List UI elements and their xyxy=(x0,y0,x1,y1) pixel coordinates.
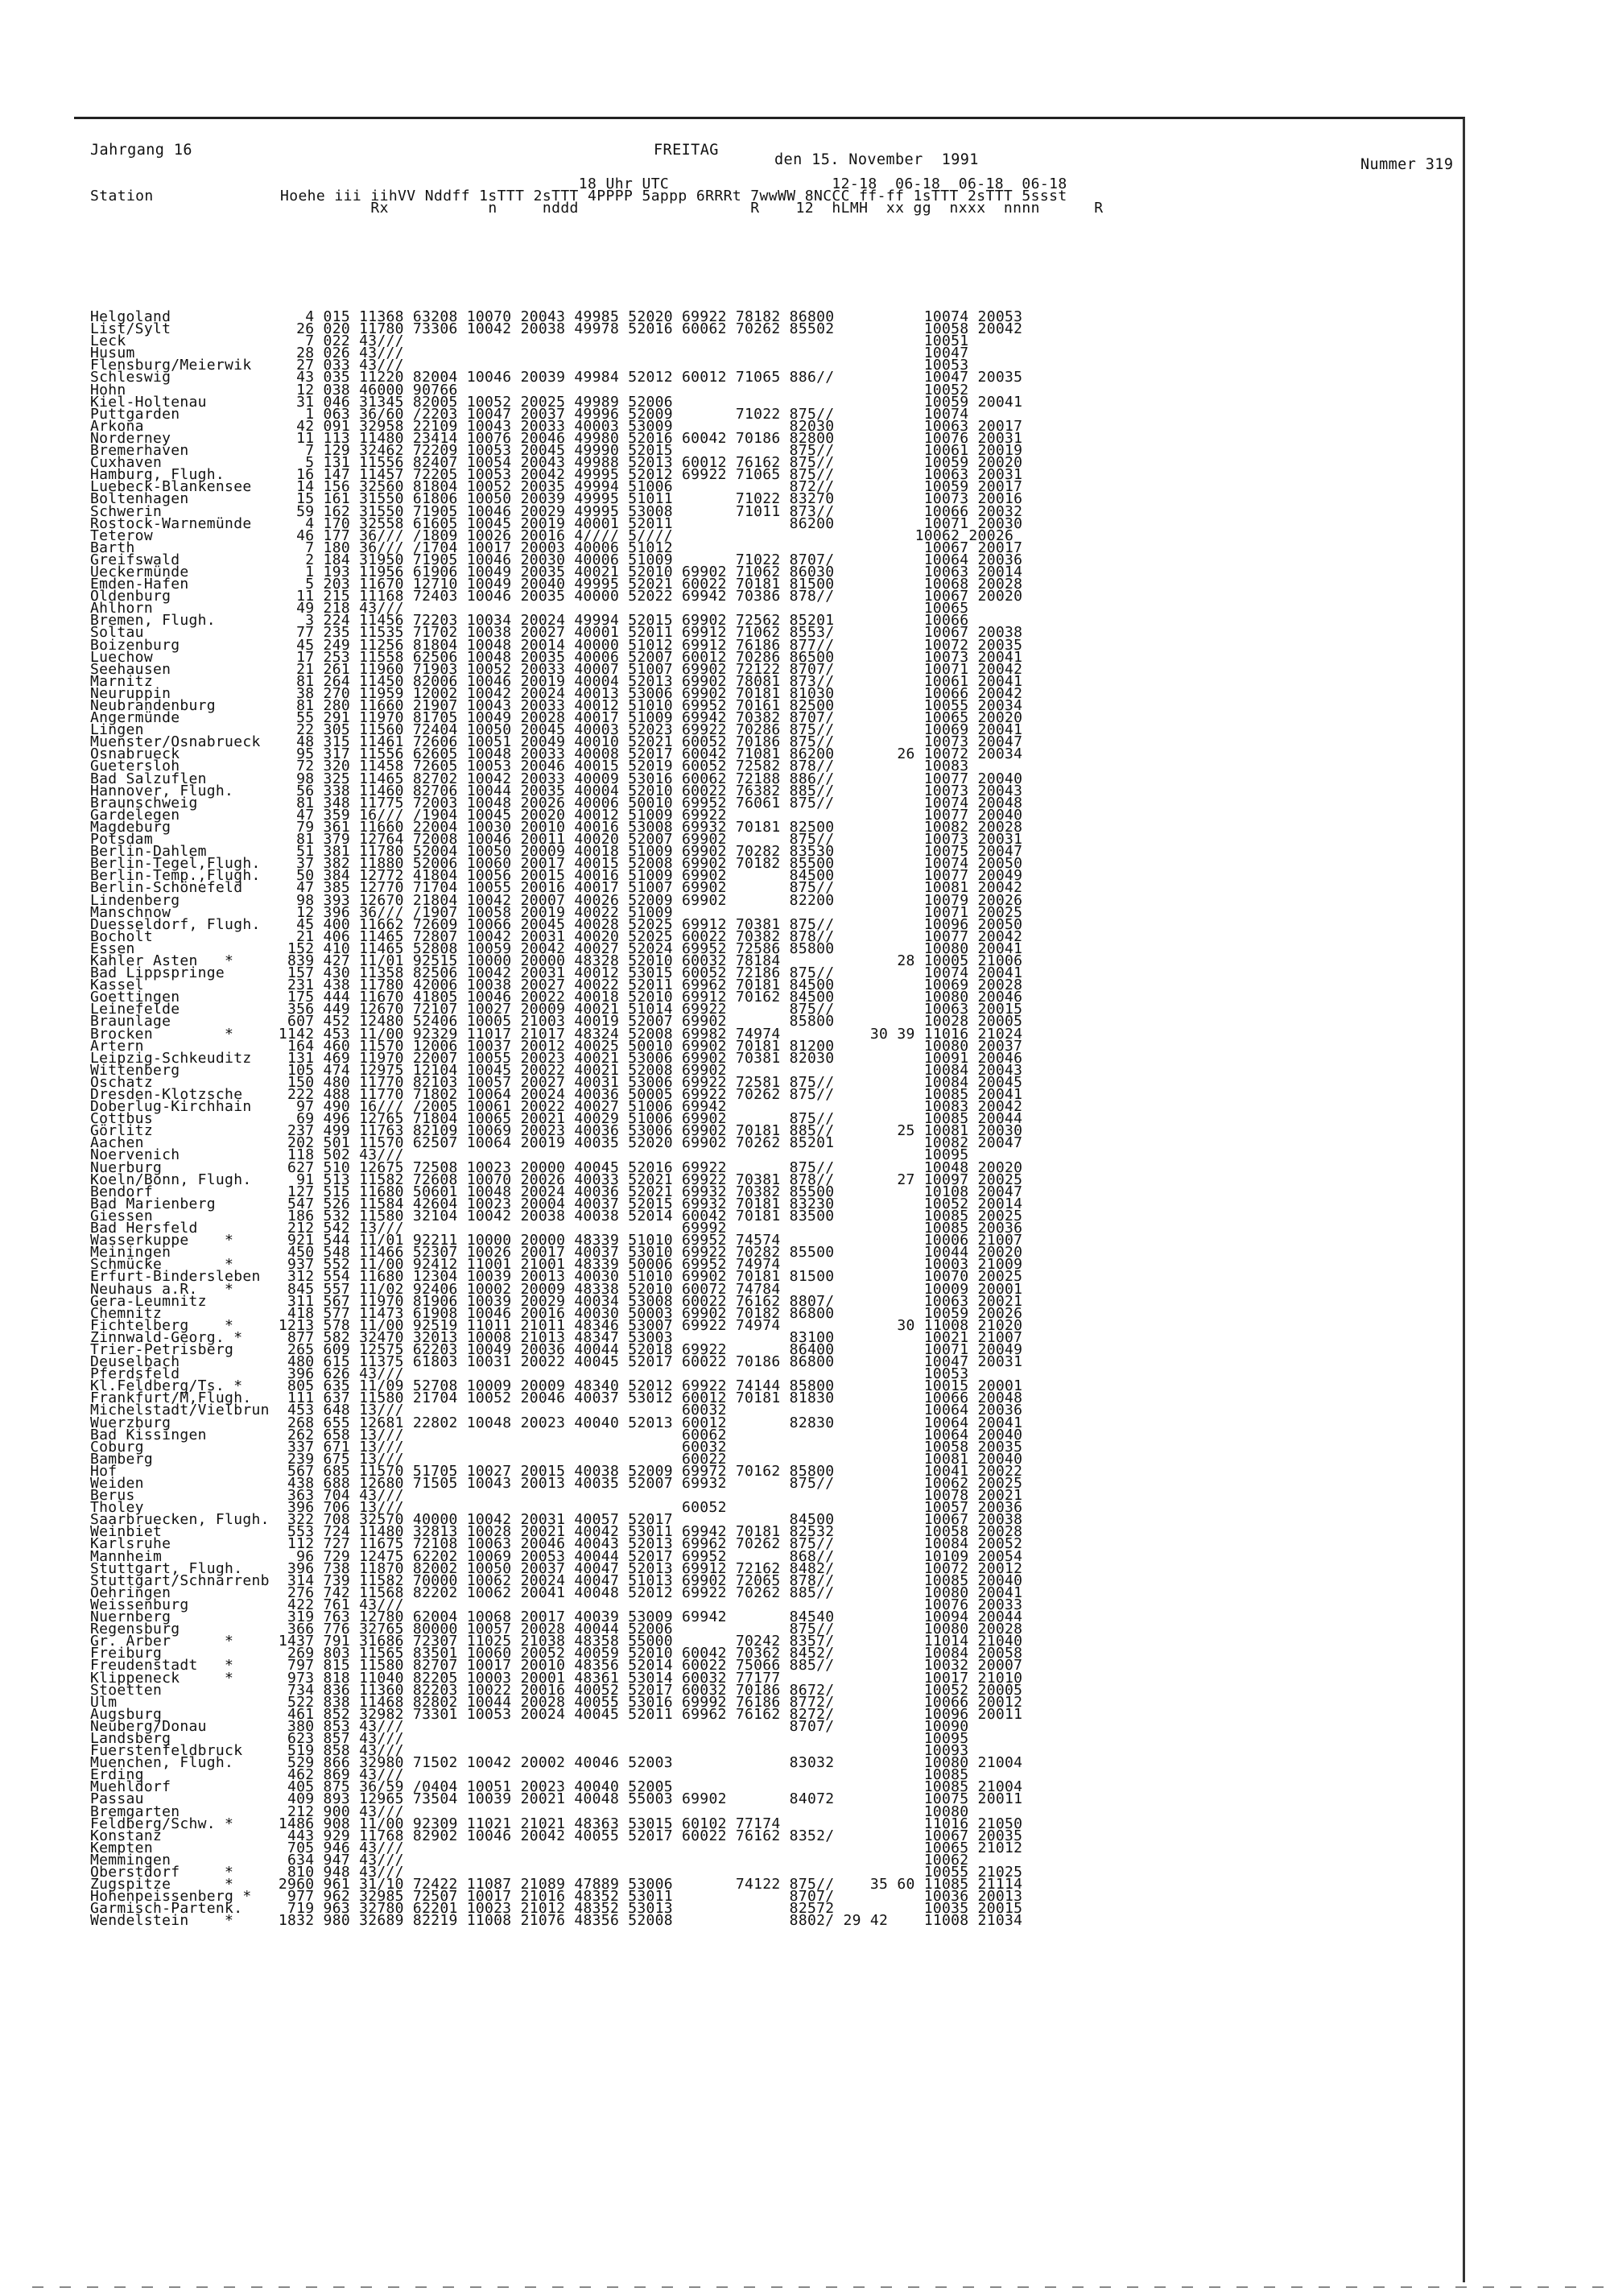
footer-tick xyxy=(799,2286,810,2288)
footer-tick xyxy=(1592,2286,1604,2288)
station-row: Koeln/Bonn, Flugh. 91 513 11582 72608 10070 20026 40033 52021 69922 70381 878// 27 10097 20025 xyxy=(90,1171,1023,1188)
page-footer-ticks xyxy=(0,2286,1610,2296)
footer-tick xyxy=(1483,2286,1494,2288)
footer-tick xyxy=(744,2286,755,2288)
station-row: Neuruppin 38 270 11959 12002 10042 20024 40013 53006 69902 70181 81030 10066 20042 xyxy=(90,684,1023,702)
footer-tick xyxy=(1565,2286,1576,2288)
footer-tick xyxy=(497,2286,509,2288)
station-row: Weinbiet 553 724 11480 32813 10028 20021 40042 53011 69942 70181 82532 10058 20028 xyxy=(90,1523,1023,1541)
station-row: Stuttgart/Schnarrenb 314 739 11582 70000 10062 20024 40047 51013 69902 72065 878// 10085 20040 xyxy=(90,1571,1023,1589)
column-header-line2: Station Hoehe iii iihVV Nddff 1sTTT 2sTTT 4PPPP 5appp 6RRRt 7wwWW 8NCCC ff-ff 1sTTT 2sTTT 5ssst xyxy=(90,188,1067,204)
station-row: Leipzig-Schkeuditz 131 469 11970 22007 10055 20023 40021 53006 69902 70381 82030 10091 20046 xyxy=(90,1049,1023,1067)
station-row: Garmisch-Partenk. 719 963 32780 62201 10023 21012 48352 53013 82572 10035 20015 xyxy=(90,1900,1023,1918)
station-row: Feldberg/Schw. * 1486 908 11/00 92309 11021 21021 48363 53015 60102 77174 11016 21050 xyxy=(90,1815,1023,1832)
station-row: Kiel-Holtenau 31 046 31345 82005 10052 20025 49989 52006 10059 20041 xyxy=(90,393,1023,411)
station-row: Berlin-Schönefeld 47 385 12770 71704 10055 20016 40017 51007 69902 875// 10081 20042 xyxy=(90,879,1023,897)
station-row: Cottbus 69 496 12765 71804 10065 20021 40029 51006 69902 875// 10085 20044 xyxy=(90,1110,1023,1128)
station-row: Regensburg 366 776 32765 80000 10057 20028 40044 52006 875// 10080 20028 xyxy=(90,1621,1023,1638)
station-row: Angermünde 55 291 11970 81705 10049 20028 40017 51009 69942 70382 8707/ 10065 20020 xyxy=(90,709,1023,727)
station-row: Cuxhaven 5 131 11556 82407 10054 20043 49988 52013 60012 76162 875// 10059 20020 xyxy=(90,454,1023,472)
station-row: Puttgarden 1 063 36/60 /2203 10047 20037 49996 52009 71022 875// 10074 xyxy=(90,405,969,423)
station-row: Bamberg 239 675 13/// 60022 10081 20040 xyxy=(90,1450,1023,1468)
footer-tick xyxy=(853,2286,865,2288)
station-row: Gera-Leumnitz 311 567 11970 81906 10039 20029 40034 53008 60022 76162 8807/ 10063 20021 xyxy=(90,1292,1023,1310)
station-row: Nuernberg 319 763 12780 62004 10068 20017 40039 53009 69942 84540 10094 20044 xyxy=(90,1608,1023,1626)
station-row: Bremgarten 212 900 43/// 10080 xyxy=(90,1803,969,1820)
footer-tick xyxy=(87,2286,98,2288)
footer-tick xyxy=(1373,2286,1385,2288)
footer-tick xyxy=(552,2286,564,2288)
station-row: Bremen, Flugh. 3 224 11456 72203 10034 20024 49994 52015 69902 72562 85201 10066 xyxy=(90,612,969,630)
footer-tick xyxy=(1209,2286,1220,2288)
station-row: Barth 7 180 36/// /1704 10017 20003 40006 51012 10067 20017 xyxy=(90,539,1023,556)
footer-tick xyxy=(1182,2286,1193,2288)
footer-tick xyxy=(32,2286,43,2288)
station-row: Hohenpeissenberg * 977 962 32985 72507 10017 21016 48352 53011 8707/ 10036 20013 xyxy=(90,1888,1023,1906)
station-row: Dresden-Klotzsche 222 488 11770 71802 10064 20024 40036 50005 69922 70262 875// 10085 20041 xyxy=(90,1086,1023,1103)
station-table xyxy=(90,308,1023,1930)
station-row: Ueckermünde 1 193 11956 61906 10049 20035 40021 52010 69902 71062 86030 10063 20014 xyxy=(90,563,1023,580)
station-row: Leck 7 022 43/// 10051 xyxy=(90,332,969,350)
station-row: Memmingen 634 947 43/// 10062 xyxy=(90,1851,969,1869)
footer-tick xyxy=(169,2286,180,2288)
station-row: Kl.Feldberg/Ts. * 805 635 11/09 52708 10009 20009 48340 52012 69922 74144 85800 10015 20001 xyxy=(90,1377,1023,1395)
station-row: Emden-Hafen 5 203 11670 12710 10049 20040 49995 52021 60022 70181 81500 10068 20028 xyxy=(90,576,1023,593)
footer-tick xyxy=(1319,2286,1330,2288)
station-row: Passau 409 893 12965 73504 10039 20021 40048 55003 69902 84072 10075 20011 xyxy=(90,1790,1023,1808)
station-row: Freudenstadt * 797 815 11580 82707 10017 20010 48356 52014 60022 75066 885// 10032 20007 xyxy=(90,1657,1023,1675)
station-row: Chemnitz 418 577 11473 61908 10046 20016 40030 50003 69902 70182 86800 10059 20026 xyxy=(90,1304,1023,1322)
station-row: Kempten 705 946 43/// 10065 21012 xyxy=(90,1839,1023,1856)
station-row: Fuerstenfeldbruck 519 858 43/// 10093 xyxy=(90,1742,969,1760)
footer-tick xyxy=(634,2286,646,2288)
station-row: Stoetten 734 836 11360 82203 10022 20016 40052 52017 60032 70186 8672/ 10052 20005 xyxy=(90,1681,1023,1699)
footer-tick xyxy=(443,2286,454,2288)
station-row: Muenchen, Flugh. 529 866 32980 71502 10042 20002 40046 52003 83032 10080 21004 xyxy=(90,1754,1023,1772)
station-row: Muehldorf 405 875 36/59 /0404 10051 20023 40040 52005 10085 21004 xyxy=(90,1778,1023,1796)
footer-tick xyxy=(963,2286,974,2288)
station-row: Greifswald 2 184 31950 71905 10046 20030 40006 51009 71022 8707/ 10064 20036 xyxy=(90,551,1023,568)
station-row: Zinnwald-Georg. * 877 582 32470 32013 10008 21013 48347 53003 83100 10021 21007 xyxy=(90,1328,1023,1346)
column-header-line3: Rx n nddd R 12 hLMH xx gg nxxx nnnn R xyxy=(90,200,1104,217)
station-row: Marnitz 81 264 11450 82006 10046 20019 40004 52013 69902 78081 873// 10061 20041 xyxy=(90,672,1023,690)
station-row: Bad Salzuflen 98 325 11465 82702 10042 20033 40009 53016 60062 72188 886// 10077 20040 xyxy=(90,770,1023,787)
footer-tick xyxy=(251,2286,262,2288)
footer-tick xyxy=(826,2286,837,2288)
footer-tick xyxy=(1100,2286,1111,2288)
station-row: Schleswig 43 035 11220 82004 10046 20039 49984 52012 60012 71065 886// 10047 20035 xyxy=(90,369,1023,386)
station-row: Augsburg 461 852 32982 73301 10053 20024 40045 52011 69962 76162 8272/ 10096 20011 xyxy=(90,1705,1023,1723)
station-row: Coburg 337 671 13/// 60032 10058 20035 xyxy=(90,1438,1023,1456)
station-row: Bocholt 21 406 11465 72807 10042 20031 40020 52025 60022 70382 878// 10077 20042 xyxy=(90,927,1023,945)
station-row: Rostock-Warnemünde 4 170 32558 61605 10045 20019 40001 52011 86200 10071 20030 xyxy=(90,514,1023,532)
footer-tick xyxy=(580,2286,591,2288)
station-row: Zugspitze * 2960 961 31/10 72422 11087 21089 47889 53006 74122 875// 35 60 11085 21114 xyxy=(90,1876,1023,1893)
footer-tick xyxy=(1346,2286,1357,2288)
station-row: Karlsruhe 112 727 11675 72108 10063 20046 40043 52013 69962 70262 875// 10084 20052 xyxy=(90,1535,1023,1553)
footer-tick xyxy=(1538,2286,1549,2288)
station-row: Boizenburg 45 249 11256 81804 10048 20014 40000 51012 69912 76186 877// 10072 20035 xyxy=(90,636,1023,654)
station-row: Guetersloh 72 320 11458 72605 10053 20046 40015 52019 60052 72582 878// 10083 xyxy=(90,758,969,775)
station-row: Wendelstein * 1832 980 32689 82219 11008 21076 48356 52008 8802/ 29 42 11008 21034 xyxy=(90,1912,1023,1930)
station-row: Mannheim 96 729 12475 62202 10069 20053 40044 52017 69952 868// 10109 20054 xyxy=(90,1547,1023,1565)
footer-tick xyxy=(689,2286,700,2288)
station-row: Oschatz 150 480 11770 82103 10057 20027 40031 53006 69922 72581 875// 10084 20045 xyxy=(90,1073,1023,1091)
station-row: Bad Lippspringe 157 430 11358 82506 10042 20031 40012 53015 60052 72186 875// 10074 20041 xyxy=(90,964,1023,982)
station-row: Konstanz 443 929 11768 82902 10046 20042 40055 52017 60022 76162 8352/ 10067 20035 xyxy=(90,1827,1023,1844)
footer-tick xyxy=(990,2286,1001,2288)
station-row: Bendorf 127 515 11680 50601 10048 20024 40036 52021 69932 70382 85500 10108 20047 xyxy=(90,1183,1023,1200)
footer-tick xyxy=(1510,2286,1521,2288)
station-row: Seehausen 21 261 11960 71903 10052 20033 40007 51007 69902 72122 8707/ 10071 20042 xyxy=(90,660,1023,678)
station-row: Stuttgart, Flugh. 396 738 11870 82002 10050 20037 40047 52013 69912 72162 8482/ 10072 20012 xyxy=(90,1559,1023,1577)
station-row: Bad Hersfeld 212 542 13/// 69992 10085 20036 xyxy=(90,1220,1023,1237)
footer-tick xyxy=(716,2286,728,2288)
station-row: Flensburg/Meierwik 27 033 43/// 10053 xyxy=(90,357,969,374)
station-row: Bad Marienberg 547 526 11584 42604 10023 20004 40037 52015 69932 70181 83230 10052 20014 xyxy=(90,1195,1023,1212)
station-row: Aachen 202 501 11570 62507 10064 20019 40035 52020 69902 70262 85201 10082 20047 xyxy=(90,1134,1023,1152)
footer-tick xyxy=(1236,2286,1248,2288)
station-row: Nuerburg 627 510 12675 72508 10023 20000 40045 52016 69922 875// 10048 20020 xyxy=(90,1158,1023,1176)
station-row: Hamburg, Flugh. 16 147 11457 72205 10053 20042 49995 52012 69922 71065 875// 10063 20031 xyxy=(90,466,1023,484)
issue-number: Nummer 319 xyxy=(1360,156,1454,173)
station-row: Weiden 438 688 12680 71505 10043 20013 40035 52007 69932 875// 10062 20025 xyxy=(90,1475,1023,1492)
station-row: Braunlage 607 452 12480 52406 10005 21003 40019 52007 69902 85800 10028 20005 xyxy=(90,1013,1023,1030)
station-row: Gr. Arber * 1437 791 31686 72307 11025 21038 48358 55000 70242 8357/ 11014 21040 xyxy=(90,1633,1023,1650)
footer-tick xyxy=(333,2286,345,2288)
footer-tick xyxy=(662,2286,673,2288)
station-row: Arkona 42 091 32958 22109 10043 20033 40003 53009 82030 10063 20017 xyxy=(90,417,1023,435)
footer-tick xyxy=(1045,2286,1056,2288)
footer-tick xyxy=(224,2286,235,2288)
station-row: Pferdsfeld 396 626 43/// 10053 xyxy=(90,1365,969,1383)
station-row: Klippeneck * 973 818 11040 82205 10003 20001 48361 53014 60032 77177 10017 21010 xyxy=(90,1669,1023,1687)
station-row: Luechow 17 253 11558 62506 10048 20035 40006 52007 60012 70286 86500 10073 20041 xyxy=(90,648,1023,666)
station-row: Noervenich 118 502 43/// 10095 xyxy=(90,1146,969,1164)
footer-tick xyxy=(1455,2286,1467,2288)
station-row: Berlin-Temp.,Flugh. 50 384 12772 41804 10056 20015 40016 51009 69902 84500 10077 20049 xyxy=(90,867,1023,885)
station-row: Hof 567 685 11570 51705 10027 20015 40038 52009 69972 70162 85800 10041 20022 xyxy=(90,1462,1023,1480)
footer-tick xyxy=(142,2286,153,2288)
station-row: Wasserkuppe * 921 544 11/01 92211 10000 20000 48339 51010 69952 74574 10006 21007 xyxy=(90,1232,1023,1249)
station-row: Erding 462 869 43/// 10085 xyxy=(90,1766,969,1784)
station-row: Trier-Petrisberg 265 609 12575 62203 10049 20036 40044 52018 69922 86400 10071 20049 xyxy=(90,1340,1023,1358)
station-row: Muenster/Osnabrueck 48 315 11461 72606 10051 20049 40010 52021 60052 70186 875// 10073 20047 xyxy=(90,733,1023,751)
footer-tick xyxy=(1127,2286,1138,2288)
station-row: Saarbruecken, Flugh. 322 708 32570 40000 10042 20031 40057 52017 84500 10067 20038 xyxy=(90,1511,1023,1529)
station-row: Essen 152 410 11465 52808 10059 20042 40027 52024 69952 72586 85800 10080 20041 xyxy=(90,939,1023,957)
footer-tick xyxy=(114,2286,126,2288)
station-row: Norderney 11 113 11480 23414 10076 20046 49980 52016 60042 70186 82800 10076 20031 xyxy=(90,429,1023,447)
station-row: Kahler Asten * 839 427 11/01 92515 10000 20000 48328 52010 60032 78184 28 10005 21006 xyxy=(90,952,1023,969)
station-row: Tholey 396 706 13/// 60052 10057 20036 xyxy=(90,1499,1023,1517)
station-row: Husum 28 026 43/// 10047 xyxy=(90,345,969,362)
station-row: Erfurt-Bindersleben 312 554 11680 12304 10039 20013 40030 51010 69902 70181 81500 10070 20025 xyxy=(90,1268,1023,1286)
footer-tick xyxy=(771,2286,782,2288)
footer-tick xyxy=(1154,2286,1166,2288)
footer-tick xyxy=(908,2286,919,2288)
footer-tick xyxy=(306,2286,317,2288)
footer-tick xyxy=(1401,2286,1412,2288)
footer-tick xyxy=(525,2286,536,2288)
station-row: Görlitz 237 499 11763 82109 10069 20023 40036 53006 69902 70181 885// 25 10081 20030 xyxy=(90,1122,1023,1140)
station-row: Lingen 22 305 11560 72404 10050 20045 40003 52023 69922 70286 875// 10069 20041 xyxy=(90,721,1023,739)
footer-tick xyxy=(1264,2286,1275,2288)
footer-tick xyxy=(60,2286,71,2288)
station-row: Wuerzburg 268 655 12681 22802 10048 20023 40040 52013 60012 82830 10064 20041 xyxy=(90,1414,1023,1431)
station-row: Berus 363 704 43/// 10078 20021 xyxy=(90,1487,1023,1505)
station-row: Kassel 231 438 11780 42006 10038 20027 40022 52011 69962 70181 84500 10069 20028 xyxy=(90,977,1023,994)
footer-tick xyxy=(607,2286,618,2288)
station-row: Freiburg 269 803 11565 83501 10060 20052 40059 52010 60042 70362 8452/ 10084 20058 xyxy=(90,1645,1023,1662)
footer-tick xyxy=(881,2286,892,2288)
station-row: Schmücke * 937 552 11/00 92412 11001 21001 48339 50006 69952 74974 10003 21009 xyxy=(90,1256,1023,1274)
station-row: Goettingen 175 444 11670 41805 10046 20022 40018 52010 69912 70162 84500 10080 20046 xyxy=(90,989,1023,1006)
station-row: Giessen 186 532 11580 32104 10042 20038 40038 52014 60042 70181 83500 10085 20025 xyxy=(90,1207,1023,1224)
station-row: Magdeburg 79 361 11660 22004 10030 20010 40016 53008 69932 70181 82500 10082 20028 xyxy=(90,818,1023,836)
station-row: Deuselbach 480 615 11375 61803 10031 20022 40045 52017 60022 70186 86800 10047 20031 xyxy=(90,1353,1023,1371)
weekday-label: FREITAG xyxy=(654,142,719,159)
station-row: Michelstadt/Vielbrun 453 648 13/// 60032 10064 20036 xyxy=(90,1402,1023,1419)
station-row: Oberstdorf * 810 948 43/// 10055 21025 xyxy=(90,1864,1023,1881)
station-row: Brocken * 1142 453 11/00 92329 11017 21017 48324 52008 69982 74974 30 39 11016 21024 xyxy=(90,1025,1023,1043)
station-row: Neuhaus a.R. * 845 557 11/02 92406 10002 20009 48338 52010 60072 74784 10009 20001 xyxy=(90,1280,1023,1298)
station-row: Frankfurt/M,Flugh. 111 637 11580 21704 10052 20046 40037 53012 60012 70181 81830 10066 20048 xyxy=(90,1390,1023,1407)
footer-tick xyxy=(1018,2286,1029,2288)
station-row: Ahlhorn 49 218 43/// 10065 xyxy=(90,600,969,617)
volume-label: Jahrgang 16 xyxy=(90,142,192,159)
footer-tick xyxy=(470,2286,481,2288)
station-row: Osnabrueck 95 317 11556 62605 10048 20033 40008 52017 60042 71081 86200 26 10072 20034 xyxy=(90,745,1023,763)
station-row: Duesseldorf, Flugh. 45 400 11662 72609 10066 20045 40028 52025 69912 70381 875// 10096 20050 xyxy=(90,915,1023,933)
station-row: Meiningen 450 548 11466 52307 10026 20017 40037 53010 69922 70282 85500 10044 20020 xyxy=(90,1244,1023,1262)
footer-tick xyxy=(1428,2286,1439,2288)
station-row: List/Sylt 26 020 11780 73306 10042 20038 49978 52016 60062 70262 85502 10058 20042 xyxy=(90,320,1023,338)
station-row: Gardelegen 47 359 16/// /1904 10045 20020 40012 51009 69922 10077 20040 xyxy=(90,806,1023,824)
station-row: Bad Kissingen 262 658 13/// 60062 10064 20040 xyxy=(90,1426,1023,1443)
station-row: Weissenburg 422 761 43/// 10076 20033 xyxy=(90,1596,1023,1613)
footer-tick xyxy=(196,2286,208,2288)
station-row: Boltenhagen 15 161 31550 61806 10050 20039 49995 51011 71022 83270 10073 20016 xyxy=(90,490,1023,508)
station-row: Potsdam 81 379 12764 72008 10046 20011 40020 52007 69902 875// 10073 20031 xyxy=(90,831,1023,849)
footer-tick xyxy=(361,2286,372,2288)
date-label: den 15. November 1991 xyxy=(774,151,979,168)
station-row: Wittenberg 105 474 12975 12104 10045 20022 40021 52008 69902 10084 20043 xyxy=(90,1061,1023,1079)
station-row: Artern 164 460 11570 12006 10037 20012 40025 50010 69902 70181 81200 10080 20037 xyxy=(90,1037,1023,1055)
station-row: Fichtelberg * 1213 578 11/00 92519 11011 21011 48346 53007 69922 74974 30 11008 21020 xyxy=(90,1316,1023,1334)
station-row: Berlin-Dahlem 51 381 11780 52004 10050 20009 40018 51009 69902 70282 83530 10075 20047 xyxy=(90,843,1023,861)
station-row: Neuberg/Donau 380 853 43/// 8707/ 10090 xyxy=(90,1717,969,1735)
footer-tick xyxy=(935,2286,947,2288)
report-sheet xyxy=(74,117,1465,2282)
footer-tick xyxy=(1291,2286,1302,2288)
station-row: Oehringen 276 742 11568 82202 10062 20041 40048 52012 69922 70262 885// 10080 20041 xyxy=(90,1584,1023,1601)
station-row: Teterow 46 177 36/// /1809 10026 20016 4//// 5//// 10062 20026 xyxy=(90,527,1014,544)
station-row: Landsberg 623 857 43/// 10095 xyxy=(90,1729,969,1747)
footer-tick xyxy=(415,2286,427,2288)
station-row: Neubrandenburg 81 280 11660 21907 10043 20033 40012 51010 69952 70161 82500 10055 20034 xyxy=(90,697,1023,714)
footer-tick xyxy=(1072,2286,1084,2288)
station-row: Lindenberg 98 393 12670 21804 10042 20007 40026 52009 69902 82200 10079 20026 xyxy=(90,891,1023,909)
station-row: Doberlug-Kirchhain 97 490 16/// /2005 10061 20022 40027 51006 69942 10083 20042 xyxy=(90,1098,1023,1116)
station-row: Soltau 77 235 11535 71702 10038 20027 40001 52011 69912 71062 8553/ 10067 20038 xyxy=(90,624,1023,642)
station-row: Berlin-Tegel,Flugh. 37 382 11880 52006 10060 20017 40015 52008 69902 70182 85500 10074 20050 xyxy=(90,855,1023,873)
station-row: Hannover, Flugh. 56 338 11460 82706 10044 20035 40004 52010 60022 76382 885// 10073 20043 xyxy=(90,782,1023,799)
footer-tick xyxy=(279,2286,290,2288)
station-row: Oldenburg 11 215 11168 72403 10046 20035 40000 52022 69942 70386 878// 10067 20020 xyxy=(90,588,1023,605)
station-row: Bremerhaven 7 129 32462 72209 10053 20045 49990 52015 875// 10061 20019 xyxy=(90,442,1023,460)
station-row: Ulm 522 838 11468 82802 10044 20028 40055 53016 69992 76186 8772/ 10066 20012 xyxy=(90,1693,1023,1711)
station-row: Leinefelde 356 449 12670 72107 10027 20009 40021 51014 69922 875// 10063 20015 xyxy=(90,1001,1023,1018)
footer-tick xyxy=(388,2286,399,2288)
station-row: Luebeck-Blankensee 14 156 32560 81804 10052 20035 49994 51006 872// 10059 20017 xyxy=(90,478,1023,496)
station-row: Helgoland 4 015 11368 63208 10070 20043 49985 52020 69922 78182 86800 10074 20053 xyxy=(90,308,1023,325)
station-row: Schwerin 59 162 31550 71905 10046 20029 49995 53008 71011 873// 10066 20032 xyxy=(90,502,1023,520)
station-row: Braunschweig 81 348 11775 72003 10048 20026 40006 50010 69952 76061 875// 10074 20048 xyxy=(90,794,1023,811)
station-row: Hohn 12 038 46000 90766 10052 xyxy=(90,381,969,398)
station-row: Manschnow 12 396 36/// /1907 10058 20019 40022 51009 10071 20025 xyxy=(90,903,1023,921)
column-header-line1: 18 Uhr UTC 12-18 06-18 06-18 06-18 xyxy=(90,176,1067,192)
